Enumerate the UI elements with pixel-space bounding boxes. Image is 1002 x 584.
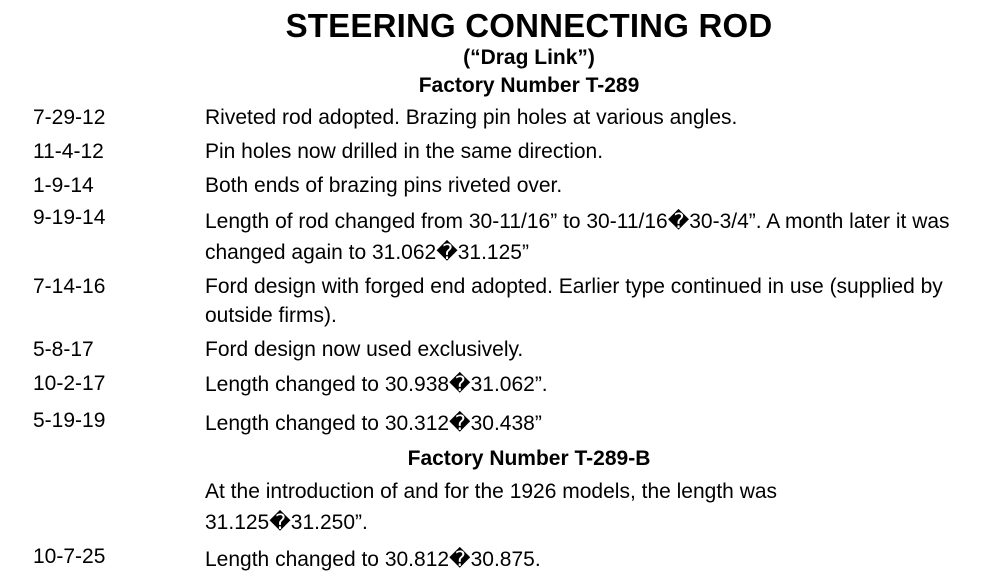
entry-date: 9-19-14 xyxy=(33,206,106,229)
page-title: STEERING CONNECTING ROD xyxy=(285,7,773,44)
entry-date: 11-4-12 xyxy=(33,140,104,163)
entry-date: 10-2-17 xyxy=(33,372,106,395)
entry-text: Length of rod changed from 30-11/16” to 30-11/16�30-3/4”. A month later it was changed again to 31.062�31.125” xyxy=(205,210,950,264)
factory-number-b-heading: Factory Number T-289-B xyxy=(407,447,651,470)
entry-text: Ford design with forged end adopted. Earlier type continued in use (supplied by outside firms). xyxy=(205,275,943,327)
entry-date: 5-19-19 xyxy=(33,409,106,432)
entry-text: Both ends of brazing pins riveted over. xyxy=(205,174,563,197)
entry-date: 1-9-14 xyxy=(33,174,94,197)
entry-text: Pin holes now drilled in the same direction. xyxy=(205,140,604,163)
entry-text: Length changed to 30.312�30.438” xyxy=(205,412,542,435)
page-subtitle: (“Drag Link”) xyxy=(463,46,595,69)
entry-text: Ford design now used exclusively. xyxy=(205,338,524,361)
entry-date: 10-7-25 xyxy=(33,545,106,568)
factory-number-heading: Factory Number T-289 xyxy=(418,74,640,97)
entry-text: At the introduction of and for the 1926 models, the length was 31.125�31.250”. xyxy=(205,480,778,534)
entry-text: Length changed to 30.812�30.875. xyxy=(205,548,541,571)
entry-text: Riveted rod adopted. Brazing pin holes at various angles. xyxy=(205,106,738,129)
entry-date: 7-14-16 xyxy=(33,275,106,298)
entry-date: 5-8-17 xyxy=(33,338,94,361)
entry-date: 7-29-12 xyxy=(33,106,106,129)
entry-text: Length changed to 30.938�31.062”. xyxy=(205,373,548,396)
